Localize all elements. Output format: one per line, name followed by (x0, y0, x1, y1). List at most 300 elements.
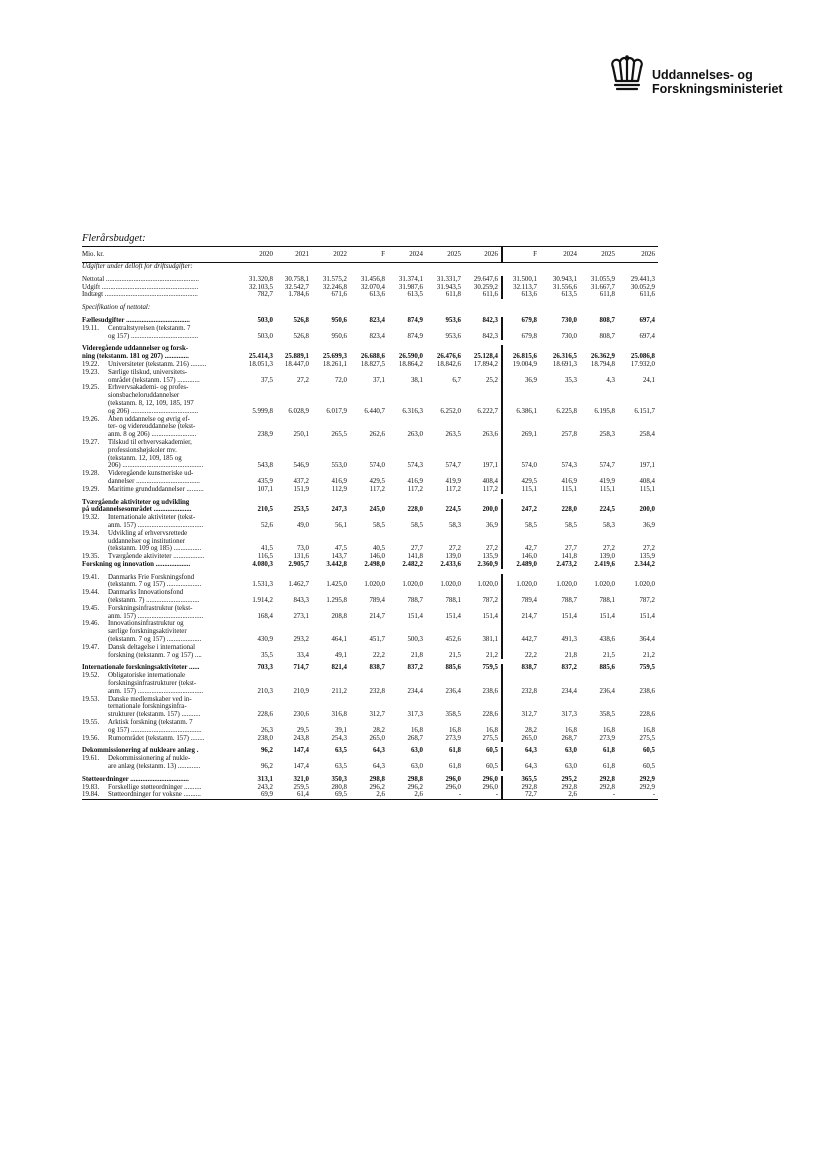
value-cell: 2.360,9 (477, 560, 498, 568)
value-cell (618, 514, 658, 522)
value-cell (240, 589, 276, 597)
value-cell (426, 423, 464, 431)
row-label-text: Forskning og innovation .................... (82, 560, 191, 568)
value-cell: 613,5 (407, 291, 423, 299)
value-cell (388, 384, 426, 392)
row-label (82, 263, 658, 271)
value-cell: 2,6 (540, 791, 580, 799)
value-cell: 42,7 (502, 545, 540, 553)
value-cell: 197,1 (482, 462, 498, 470)
table-row (82, 613, 658, 621)
row-label-text: Nettotal ...................................................... (82, 275, 199, 283)
value-cell: 435,9 (257, 477, 273, 485)
table-row (82, 711, 658, 719)
value-cell: 58,5 (502, 522, 540, 530)
value-cell (426, 755, 464, 763)
table-row (82, 431, 658, 439)
value-cell: 141,8 (407, 553, 423, 561)
value-cell (426, 514, 464, 522)
value-cell: 234,4 (561, 687, 577, 695)
value-cell: 56,1 (334, 521, 347, 529)
value-cell: 1.020,0 (402, 581, 423, 589)
value-cell: 107,1 (257, 485, 273, 493)
row-label (82, 553, 240, 561)
row-label-text: Maritime grunduddannelser .......... (108, 485, 204, 493)
table-row (82, 747, 658, 755)
value-cell (240, 447, 276, 455)
value-cell: 40,5 (372, 545, 385, 553)
value-cell: 953,6 (445, 316, 461, 324)
value-cell (240, 755, 276, 763)
row-label (82, 530, 240, 538)
value-cell (312, 439, 350, 447)
value-cell: 268,7 (561, 734, 577, 742)
value-cell: 280,8 (331, 783, 347, 791)
value-cell: 697,4 (639, 332, 655, 340)
value-cell (618, 423, 658, 431)
value-cell (580, 605, 618, 613)
row-label-text: (tekstanm. 8, 12, 109, 185, 197 (108, 399, 194, 407)
table-row (82, 392, 658, 400)
value-cell (464, 574, 502, 582)
value-cell (502, 439, 540, 447)
row-label (82, 763, 240, 771)
value-cell (502, 392, 540, 400)
value-cell (312, 470, 350, 478)
row-label (82, 361, 240, 369)
value-cell: 210,9 (293, 687, 309, 695)
value-cell: 253,5 (293, 506, 309, 514)
value-cell (240, 628, 276, 636)
row-label-text: Rumområdet (tekstanm. 157) ........ (108, 734, 205, 742)
value-cell: 61,8 (602, 747, 615, 755)
value-cell (426, 325, 464, 333)
value-cell (388, 455, 426, 463)
row-label-text: (tekstanm. 12, 109, 185 og (108, 454, 182, 462)
value-cell: 139,0 (599, 553, 615, 561)
row-label (82, 377, 240, 385)
value-cell (426, 574, 464, 582)
value-cell (618, 755, 658, 763)
value-cell: 115,1 (502, 486, 540, 494)
value-cell (388, 499, 426, 507)
value-cell (276, 628, 312, 636)
row-label (82, 688, 240, 696)
value-cell (240, 416, 276, 424)
row-label-text: ternationale forskningsinfra- (108, 703, 187, 711)
value-cell: 37,1 (372, 376, 385, 384)
row-label-text: anm. 157) ...................................... (108, 687, 204, 695)
value-cell: 574,3 (561, 462, 577, 470)
value-cell: 1.425,0 (326, 581, 347, 589)
table-row (82, 439, 658, 447)
value-cell: 787,2 (482, 597, 498, 605)
value-cell: 224,5 (445, 506, 461, 514)
row-label-text: anm. 157) ...................................... (108, 521, 204, 529)
value-cell (276, 574, 312, 582)
value-cell (580, 680, 618, 688)
value-cell: 526,8 (293, 316, 309, 324)
value-cell: 730,0 (561, 316, 577, 324)
value-cell (276, 672, 312, 680)
row-label-text: særlige forskningsaktiviteter (108, 628, 187, 636)
value-cell (426, 628, 464, 636)
value-cell: 1.020,0 (477, 581, 498, 589)
row-label-text: Dansk deltagelse i international (108, 643, 196, 651)
value-cell: 613,6 (502, 291, 540, 299)
value-cell: 1.784,6 (288, 291, 309, 299)
row-label-text: Tværgående aktiviteter og udvikling (82, 498, 190, 506)
value-cell (388, 423, 426, 431)
table-row (82, 263, 658, 271)
value-cell (618, 325, 658, 333)
value-cell: 135,9 (639, 553, 655, 561)
value-cell (388, 755, 426, 763)
table-row (82, 672, 658, 680)
value-cell: 837,2 (407, 664, 423, 672)
value-cell: 32.542,7 (284, 283, 309, 291)
value-cell: 16,8 (410, 726, 423, 734)
value-cell (240, 530, 276, 538)
value-cell (388, 719, 426, 727)
value-cell: 63,0 (410, 763, 423, 771)
value-cell: 151,4 (482, 612, 498, 620)
value-cell: 247,3 (331, 506, 347, 514)
value-cell: 25.086,8 (630, 353, 655, 361)
account-code: 19.32. (82, 514, 100, 522)
value-cell: 151,4 (599, 612, 615, 620)
value-cell (618, 384, 658, 392)
value-cell (276, 423, 312, 431)
value-cell (312, 672, 350, 680)
row-label (82, 755, 240, 763)
row-label-text: Universiteter (tekstanm. 216) ......... (108, 360, 207, 368)
value-cell (580, 620, 618, 628)
value-cell: 6.316,3 (402, 407, 423, 415)
account-code: 19.47. (82, 643, 100, 651)
value-cell (240, 605, 276, 613)
value-cell (540, 455, 580, 463)
value-cell: 296,0 (482, 783, 498, 791)
value-cell: 574,7 (599, 462, 615, 470)
value-cell (388, 538, 426, 546)
value-cell (276, 325, 312, 333)
value-cell (350, 400, 388, 408)
value-cell (464, 392, 502, 400)
value-cell (240, 514, 276, 522)
value-cell (426, 384, 464, 392)
table-row (82, 345, 658, 353)
row-label-text: og 206) ....................................... (108, 407, 199, 415)
value-cell (312, 703, 350, 711)
value-cell (540, 644, 580, 652)
value-cell: 419,9 (599, 477, 615, 485)
value-cell: 151,4 (561, 612, 577, 620)
row-label (82, 597, 240, 605)
value-cell: 16,8 (564, 726, 577, 734)
value-cell: 273,1 (293, 612, 309, 620)
value-cell: 258,4 (639, 431, 655, 439)
value-cell: 210,3 (257, 687, 273, 695)
row-label (82, 514, 240, 522)
value-cell (240, 369, 276, 377)
row-label (82, 284, 240, 292)
row-label-text: Åben uddannelse og øvrig ef- (108, 415, 190, 423)
value-cell: 228,6 (639, 711, 655, 719)
row-label (82, 703, 240, 711)
value-cell (388, 447, 426, 455)
value-cell (618, 620, 658, 628)
value-cell: 611,6 (482, 291, 498, 299)
row-label (82, 499, 240, 507)
value-cell (580, 499, 618, 507)
value-cell (502, 620, 540, 628)
value-cell (276, 696, 312, 704)
value-cell (618, 455, 658, 463)
value-cell (540, 672, 580, 680)
value-cell (276, 589, 312, 597)
table-row (82, 470, 658, 478)
value-cell (464, 447, 502, 455)
value-cell: 61,4 (276, 791, 312, 799)
account-code: 19.52. (82, 672, 100, 680)
value-cell: 25,2 (485, 376, 498, 384)
row-label-text: Innovationsinfrastruktur og (108, 620, 184, 628)
table-row (82, 688, 658, 696)
value-cell (502, 530, 540, 538)
value-cell (464, 455, 502, 463)
row-label-text: are anlæg (tekstanm. 13) ............. (108, 763, 201, 771)
value-cell (240, 672, 276, 680)
value-cell (426, 470, 464, 478)
row-label-text: forskning (tekstanm. 7 og 157) .... (108, 651, 202, 659)
value-cell (350, 620, 388, 628)
account-code: 19.35. (82, 553, 100, 561)
value-cell: 210,5 (257, 506, 273, 514)
row-label-text: Udgifter under delloft for driftsudgifter: (82, 263, 193, 270)
value-cell: 73,0 (296, 545, 309, 553)
value-cell: - (426, 791, 464, 799)
table-row (82, 369, 658, 377)
value-cell: 147,4 (293, 763, 309, 771)
value-cell (464, 672, 502, 680)
value-cell: 950,6 (331, 316, 347, 324)
value-cell: 2,6 (388, 791, 426, 799)
value-cell: 61,8 (602, 763, 615, 771)
value-cell (426, 369, 464, 377)
value-cell: 842,3 (482, 332, 498, 340)
row-label-text: ter- og videreuddannelse (tekst- (108, 423, 196, 431)
value-cell: 613,6 (369, 291, 385, 299)
value-cell (540, 439, 580, 447)
value-cell: 64,3 (502, 763, 540, 771)
value-cell: 574,0 (502, 462, 540, 470)
value-cell: 313,1 (257, 775, 273, 783)
value-cell: 146,0 (369, 553, 385, 561)
value-cell (464, 416, 502, 424)
value-cell: 317,3 (407, 711, 423, 719)
value-cell: 21,5 (448, 651, 461, 659)
value-cell (540, 369, 580, 377)
row-label-text: strukturer (tekstanm. 157) ........... (108, 711, 201, 719)
table-row (82, 317, 658, 325)
value-cell (502, 538, 540, 546)
value-cell: 117,2 (445, 485, 461, 493)
table-row (82, 284, 658, 292)
value-cell (350, 384, 388, 392)
value-cell: 61,8 (448, 747, 461, 755)
value-cell (350, 423, 388, 431)
value-cell (580, 345, 618, 353)
value-cell: 292,8 (561, 783, 577, 791)
value-cell (350, 644, 388, 652)
value-cell (618, 628, 658, 636)
value-cell (350, 680, 388, 688)
value-cell: 135,9 (482, 553, 498, 561)
row-label-text: Støtteordninger .................................. (82, 775, 189, 783)
account-code: 19.44. (82, 589, 100, 597)
table-row (82, 538, 658, 546)
value-cell: 28,2 (502, 727, 540, 735)
value-cell (388, 392, 426, 400)
value-cell (502, 400, 540, 408)
value-cell: 258,3 (599, 431, 615, 439)
value-cell: 275,5 (639, 734, 655, 742)
row-label-text: Centraltstyrelsen (tekstanm. 7 (108, 324, 191, 332)
value-cell: 298,8 (369, 775, 385, 783)
value-cell: 60,5 (642, 763, 655, 771)
value-cell (580, 719, 618, 727)
value-cell: 147,4 (293, 747, 309, 755)
value-cell: 6.386,1 (502, 408, 540, 416)
account-code: 19.45. (82, 604, 100, 612)
value-cell (580, 384, 618, 392)
row-label (82, 333, 240, 341)
value-cell (464, 644, 502, 652)
value-cell (580, 439, 618, 447)
value-cell (240, 345, 276, 353)
value-cell (580, 589, 618, 597)
value-cell (540, 620, 580, 628)
value-cell: 27,7 (564, 545, 577, 553)
value-cell: 35,3 (564, 376, 577, 384)
col-header: 2025 (580, 247, 618, 263)
value-cell: 26.590,0 (398, 353, 423, 361)
value-cell: 874,9 (407, 316, 423, 324)
value-cell: 236,4 (599, 687, 615, 695)
row-label (82, 784, 240, 792)
unit-header: Mio. kr. (82, 247, 240, 263)
value-cell (540, 574, 580, 582)
row-label (82, 439, 240, 447)
value-cell: 21,2 (642, 651, 655, 659)
row-label-text: anm. 8 og 206) .......................... (108, 431, 197, 439)
value-cell: - (464, 791, 502, 799)
table-row (82, 416, 658, 424)
row-label (82, 462, 240, 470)
value-cell: 38,1 (410, 376, 423, 384)
value-cell: 442,7 (502, 636, 540, 644)
value-cell (502, 384, 540, 392)
value-cell: 788,1 (599, 597, 615, 605)
value-cell (540, 416, 580, 424)
value-cell (426, 589, 464, 597)
value-cell (240, 392, 276, 400)
value-cell: 364,4 (639, 636, 655, 644)
value-cell (350, 345, 388, 353)
value-cell: 27,2 (448, 545, 461, 553)
value-cell (312, 499, 350, 507)
value-cell (240, 400, 276, 408)
table-row (82, 589, 658, 597)
row-label (82, 574, 240, 582)
value-cell (240, 703, 276, 711)
value-cell (350, 755, 388, 763)
value-cell: 27,2 (602, 545, 615, 553)
value-cell: 4.080,3 (252, 560, 273, 568)
value-cell: 574,0 (369, 462, 385, 470)
logo-text-line2: Forskningsministeriet (652, 82, 783, 96)
value-cell: 60,5 (485, 763, 498, 771)
value-cell (350, 439, 388, 447)
value-cell: 22,2 (502, 652, 540, 660)
value-cell (426, 703, 464, 711)
row-label (82, 636, 240, 644)
value-cell (580, 392, 618, 400)
value-cell: 18.051,3 (248, 360, 273, 368)
row-label-text: Videregående kunstneriske ud- (108, 470, 194, 478)
value-cell (618, 574, 658, 582)
value-cell (580, 514, 618, 522)
row-label (82, 345, 240, 353)
value-cell (580, 703, 618, 711)
value-cell (618, 345, 658, 353)
col-header: 2022 (312, 247, 350, 263)
col-header: 2026 (618, 247, 658, 263)
value-cell: 6.195,8 (594, 407, 615, 415)
value-cell (426, 416, 464, 424)
value-cell (580, 423, 618, 431)
value-cell: 312,7 (502, 711, 540, 719)
value-cell (580, 628, 618, 636)
value-cell: 26.688,6 (360, 353, 385, 361)
value-cell: 464,1 (331, 636, 347, 644)
value-cell: 61,8 (448, 763, 461, 771)
value-cell: 60,5 (642, 747, 655, 755)
value-cell (464, 538, 502, 546)
value-cell (426, 644, 464, 652)
value-cell: 6.225,8 (556, 407, 577, 415)
budget-table (82, 246, 658, 800)
value-cell: 31.456,8 (360, 275, 385, 283)
value-cell (388, 470, 426, 478)
value-cell: 6.017,9 (326, 407, 347, 415)
value-cell: 292,8 (599, 783, 615, 791)
value-cell: 1.914,2 (252, 597, 273, 605)
value-cell: 232,8 (502, 688, 540, 696)
value-cell: 2.498,0 (364, 560, 385, 568)
value-cell (350, 589, 388, 597)
row-label-text: Dekommissionering af nukle- (108, 755, 191, 763)
value-cell (618, 392, 658, 400)
value-cell: 263,5 (445, 431, 461, 439)
value-cell: 32.246,8 (322, 283, 347, 291)
value-cell: 29.647,6 (473, 275, 498, 283)
value-cell (350, 455, 388, 463)
row-label (82, 735, 240, 743)
row-label (82, 353, 240, 361)
value-cell: 2.489,0 (502, 561, 540, 569)
